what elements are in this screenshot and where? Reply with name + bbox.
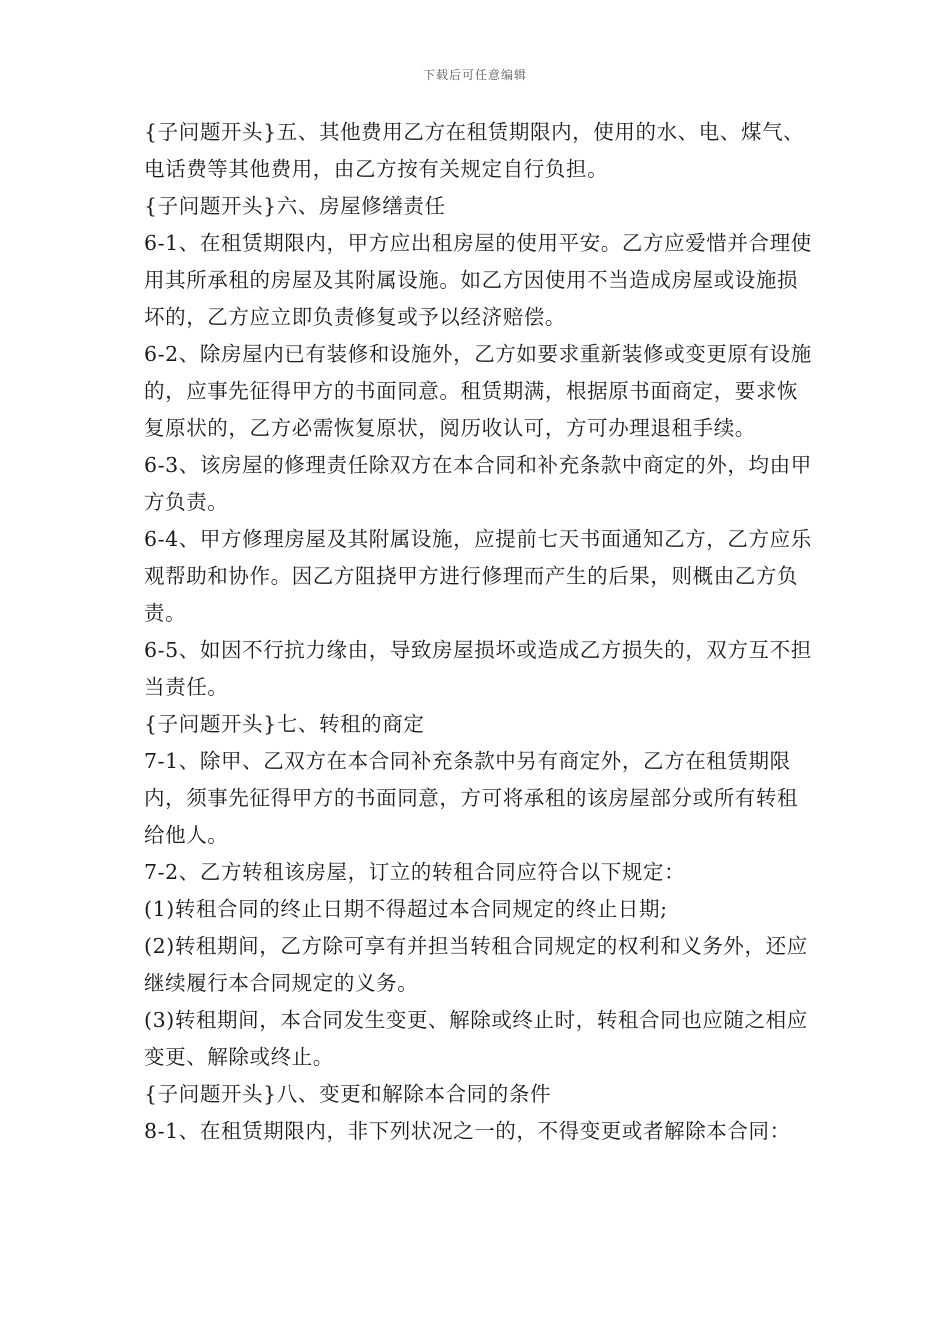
paragraph-6-2: 6-2、除房屋内已有装修和设施外，乙方如要求重新装修或变更原有设施的，应事先征得甲方的书面同意。租赁期满，根据原书面商定，要求恢复原状的，乙方必需恢复原状，阅历收认可，方可办理退租手续。 <box>144 342 812 440</box>
document-body <box>144 114 812 1150</box>
paragraph-7-2: 7-2、乙方转租该房屋，订立的转租合同应符合以下规定： <box>144 860 686 884</box>
list-item-1: (1)转租合同的终止日期不得超过本合同规定的终止日期; <box>144 897 668 921</box>
heading-section-7: {子问题开头}七、转租的商定 <box>144 712 425 736</box>
paragraph-6-1: 6-1、在租赁期限内，甲方应出租房屋的使用平安。乙方应爱惜并合理使用其所承租的房屋及其附属设施。如乙方因使用不当造成房屋或设施损坏的，乙方应立即负责修复或予以经济赔偿。 <box>144 231 812 329</box>
list-item-3: (3)转租期间，本合同发生变更、解除或终止时，转租合同也应随之相应变更、解除或终止。 <box>144 1008 808 1069</box>
list-item-2: (2)转租期间，乙方除可享有并担当转租合同规定的权利和义务外，还应继续履行本合同规定的义务。 <box>144 934 808 995</box>
paragraph-6-5: 6-5、如因不行抗力缘由，导致房屋损坏或造成乙方损失的，双方互不担当责任。 <box>144 638 812 699</box>
heading-section-8: {子问题开头}八、变更和解除本合同的条件 <box>144 1082 552 1106</box>
paragraph-6-4: 6-4、甲方修理房屋及其附属设施，应提前七天书面通知乙方，乙方应乐观帮助和协作。因乙方阻挠甲方进行修理而产生的后果，则概由乙方负责。 <box>144 527 812 625</box>
paragraph-6-3: 6-3、该房屋的修理责任除双方在本合同和补充条款中商定的外，均由甲方负责。 <box>144 453 812 514</box>
header-note: 下载后可任意编辑 <box>422 68 527 82</box>
paragraph-8-1: 8-1、在租赁期限内，非下列状况之一的，不得变更或者解除本合同： <box>144 1119 791 1143</box>
heading-section-6: {子问题开头}六、房屋修缮责任 <box>144 194 446 218</box>
paragraph-7-1: 7-1、除甲、乙双方在本合同补充条款中另有商定外，乙方在租赁期限内，须事先征得甲方的书面同意，方可将承租的该房屋部分或所有转租给他人。 <box>144 749 799 847</box>
paragraph-section-5-other-fees: {子问题开头}五、其他费用乙方在租赁期限内，使用的水、电、煤气、电话费等其他费用，由乙方按有关规定自行负担。 <box>144 120 805 181</box>
